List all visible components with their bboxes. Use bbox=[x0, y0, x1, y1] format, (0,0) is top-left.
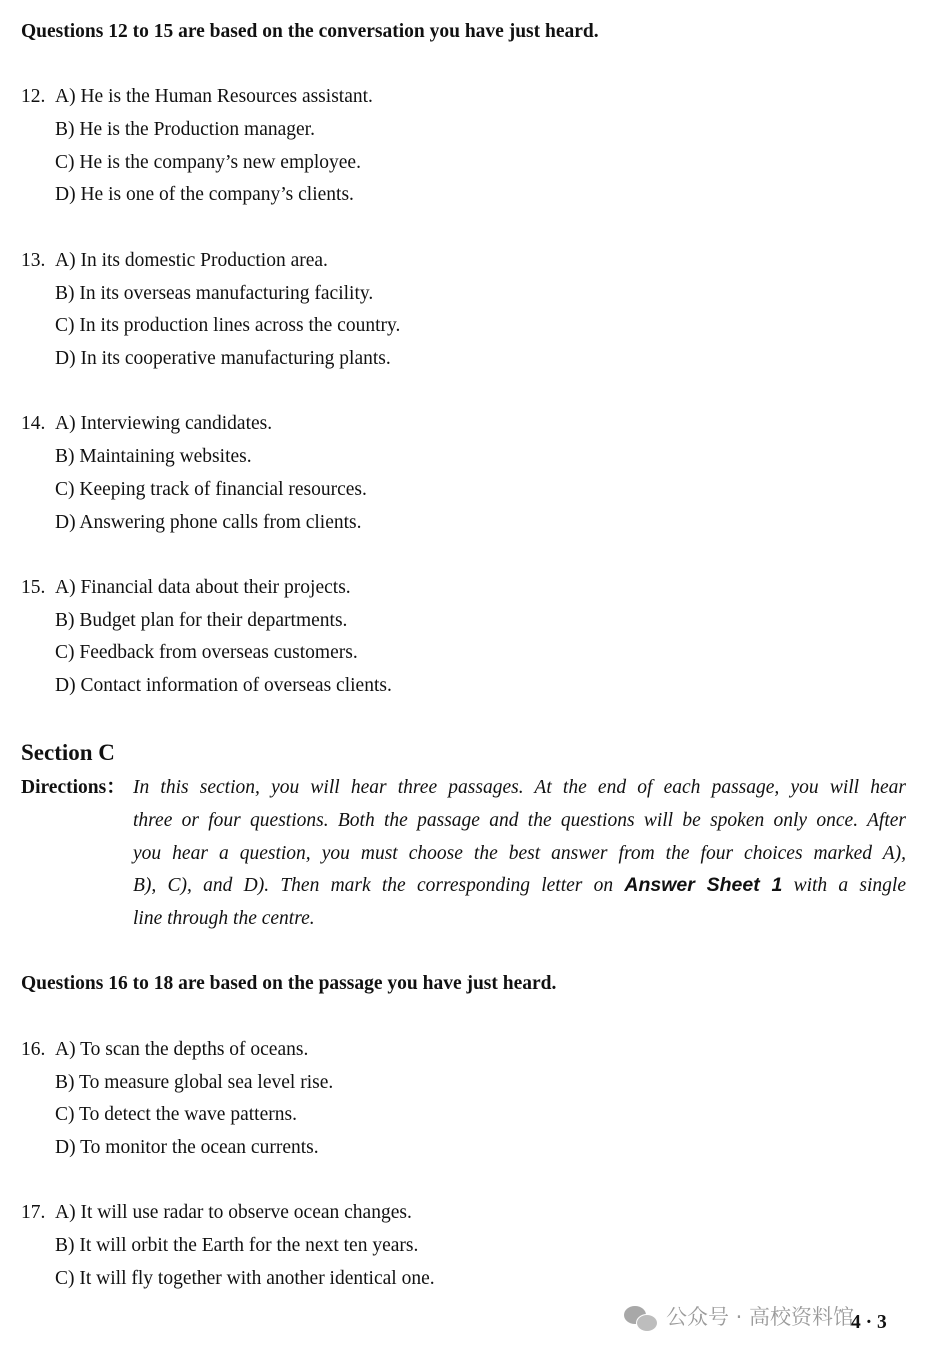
watermark-text: 公众号 · 高校资料馆 bbox=[666, 1305, 855, 1329]
q13-option-d: D) In its cooperative manufacturing plants. bbox=[55, 348, 391, 369]
question-number-17: 17. bbox=[21, 1202, 46, 1223]
q13-option-b: B) In its overseas manufacturing facility. bbox=[55, 283, 374, 304]
questions-12-15-heading: Questions 12 to 15 are based on the conversation you have just heard. bbox=[21, 21, 599, 42]
directions-label bbox=[21, 778, 126, 798]
q15-option-d: D) Contact information of overseas clients. bbox=[55, 675, 392, 696]
q12-option-a: A) He is the Human Resources assistant. bbox=[55, 86, 373, 107]
q14-option-a: A) Interviewing candidates. bbox=[55, 413, 273, 434]
q16-option-a: A) To scan the depths of oceans. bbox=[55, 1039, 309, 1060]
question-number-13: 13. bbox=[21, 250, 46, 271]
directions-line-4 bbox=[133, 876, 906, 896]
q14-option-d: D) Answering phone calls from clients. bbox=[55, 512, 362, 533]
directions-line-4-start: B), C), and D). Then mark the corresponding letter on bbox=[133, 875, 625, 896]
q15-option-a: A) Financial data about their projects. bbox=[55, 577, 351, 598]
q16-option-b: B) To measure global sea level rise. bbox=[55, 1072, 334, 1093]
q16-option-c: C) To detect the wave patterns. bbox=[55, 1104, 297, 1125]
q14-option-c: C) Keeping track of financial resources. bbox=[55, 479, 367, 500]
question-number-16: 16. bbox=[21, 1039, 46, 1060]
directions-line-2: three or four questions. Both the passage and the questions will be spoken only once. After bbox=[133, 810, 906, 831]
q12-option-b: B) He is the Production manager. bbox=[55, 119, 315, 140]
q12-option-c: C) He is the company’s new employee. bbox=[55, 152, 361, 173]
q16-option-d: D) To monitor the ocean currents. bbox=[55, 1137, 319, 1158]
q15-option-c: C) Feedback from overseas customers. bbox=[55, 642, 358, 663]
directions-label-text: Directions bbox=[21, 777, 107, 798]
watermark bbox=[624, 1302, 854, 1332]
page-number: 4 · 3 bbox=[851, 1312, 887, 1333]
directions-line-1: In this section, you will hear three passages. At the end of each passage, you will hear bbox=[133, 777, 906, 798]
q12-option-d: D) He is one of the company’s clients. bbox=[55, 184, 354, 205]
q14-option-b: B) Maintaining websites. bbox=[55, 446, 252, 467]
q15-option-b: B) Budget plan for their departments. bbox=[55, 610, 348, 631]
directions-line-4-end: with a single bbox=[782, 875, 906, 896]
section-c-title: Section C bbox=[21, 740, 115, 765]
q17-option-c: C) It will fly together with another identical one. bbox=[55, 1268, 435, 1289]
question-number-14: 14. bbox=[21, 413, 46, 434]
q13-option-a: A) In its domestic Production area. bbox=[55, 250, 328, 271]
answer-sheet-reference: Answer Sheet 1 bbox=[624, 874, 783, 896]
q17-option-b: B) It will orbit the Earth for the next ten years. bbox=[55, 1235, 419, 1256]
wechat-icon bbox=[624, 1304, 658, 1332]
question-number-12: 12. bbox=[21, 86, 46, 107]
q13-option-c: C) In its production lines across the country. bbox=[55, 315, 401, 336]
directions-colon: ： bbox=[106, 777, 126, 798]
q17-option-a: A) It will use radar to observe ocean changes. bbox=[55, 1202, 412, 1223]
directions-line-3: you hear a question, you must choose the best answer from the four choices marked A), bbox=[133, 843, 906, 864]
directions-line-5: line through the centre. bbox=[133, 908, 315, 929]
question-number-15: 15. bbox=[21, 577, 46, 598]
questions-16-18-heading: Questions 16 to 18 are based on the passage you have just heard. bbox=[21, 973, 557, 994]
